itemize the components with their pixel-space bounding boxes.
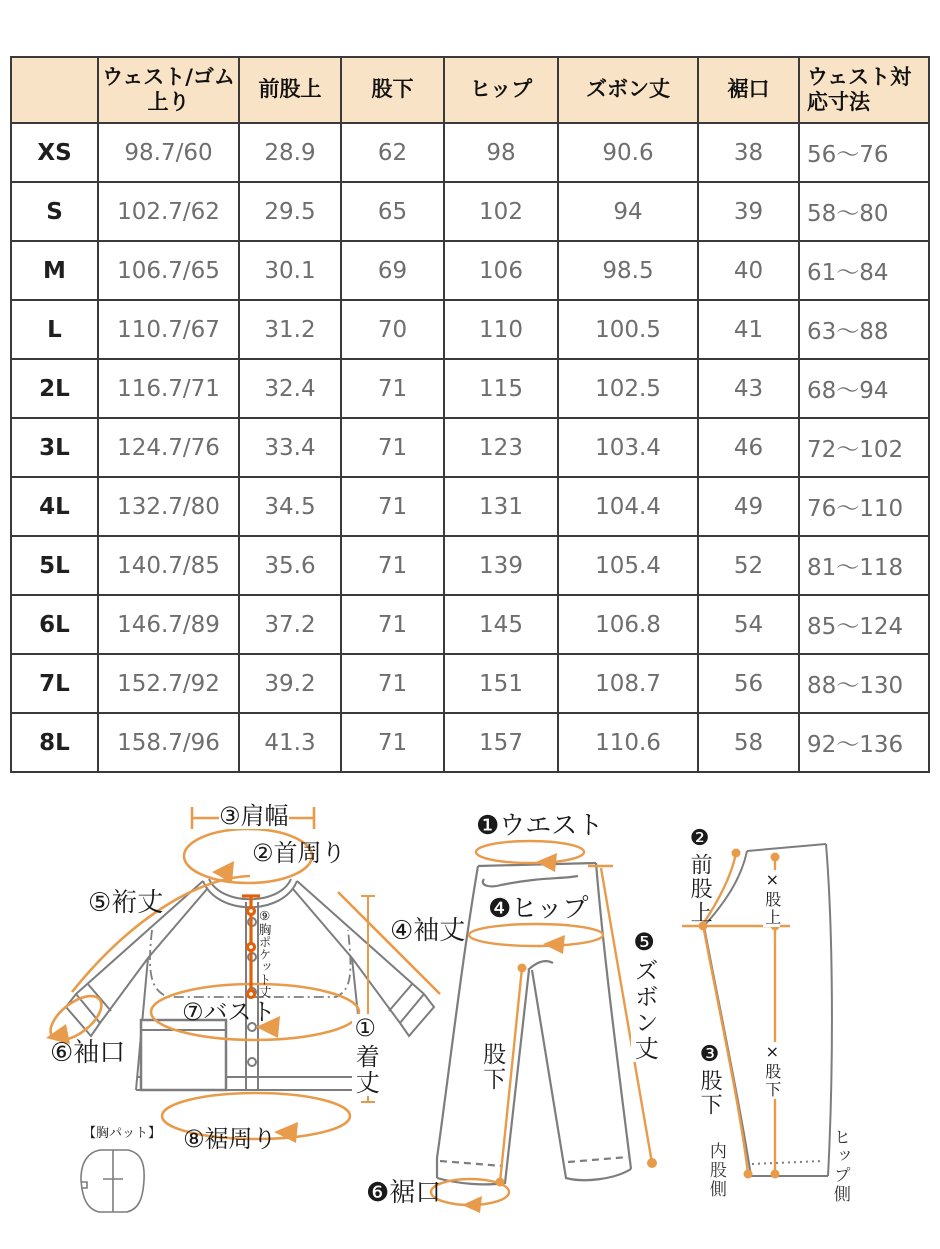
cell: 145 — [444, 595, 558, 654]
cell: 31.2 — [239, 300, 341, 359]
cell: 58〜80 — [799, 182, 929, 241]
cell: 98.7/60 — [98, 123, 239, 182]
table-row — [11, 654, 929, 713]
cell: 105.4 — [558, 536, 698, 595]
label-pants-waist: ❶ウエスト — [476, 811, 604, 841]
size-label: 2L — [11, 359, 98, 418]
cell: 94 — [558, 182, 698, 241]
label-shoulder-width: ③肩幅 — [219, 802, 289, 830]
cell: 123 — [444, 418, 558, 477]
size-label: 3L — [11, 418, 98, 477]
cell: 108.7 — [558, 654, 698, 713]
cell: 103.4 — [558, 418, 698, 477]
cell: 49 — [698, 477, 799, 536]
cell: 157 — [444, 713, 558, 772]
cell: 65 — [341, 182, 444, 241]
cell: 140.7/85 — [98, 536, 239, 595]
size-label: 6L — [11, 595, 98, 654]
cell: 56 — [698, 654, 799, 713]
cell: 61〜84 — [799, 241, 929, 300]
cell: 30.1 — [239, 241, 341, 300]
cell: 124.7/76 — [98, 418, 239, 477]
cell: 71 — [341, 536, 444, 595]
cell: 62 — [341, 123, 444, 182]
label-bust: ⑦バスト — [182, 998, 276, 1026]
label-pants-hip: ❹ヒップ — [488, 894, 589, 924]
cell: 139 — [444, 536, 558, 595]
table-row — [11, 241, 929, 300]
label-sleeve-length: ④袖丈 — [390, 916, 466, 946]
label-yuki-length: ⑤裄丈 — [88, 888, 164, 918]
label-chest-pad: 【胸パット】 — [83, 1126, 162, 1141]
cell: 102 — [444, 182, 558, 241]
label-side-rise-ref: ×股上 — [762, 870, 782, 927]
cell: 71 — [341, 418, 444, 477]
cell: 100.5 — [558, 300, 698, 359]
cell: 28.9 — [239, 123, 341, 182]
size-label: 4L — [11, 477, 98, 536]
size-label: M — [11, 241, 98, 300]
label-hem-around: ⑧裾周り — [183, 1125, 277, 1153]
cell: 43 — [698, 359, 799, 418]
cell: 37.2 — [239, 595, 341, 654]
cell: 68〜94 — [799, 359, 929, 418]
table-row — [11, 713, 929, 772]
cell: 33.4 — [239, 418, 341, 477]
cell: 58 — [698, 713, 799, 772]
cell: 72〜102 — [799, 418, 929, 477]
table-row — [11, 123, 929, 182]
size-label: L — [11, 300, 98, 359]
cell: 90.6 — [558, 123, 698, 182]
table-row — [11, 418, 929, 477]
cell: 106.7/65 — [98, 241, 239, 300]
table-row — [11, 300, 929, 359]
cell: 85〜124 — [799, 595, 929, 654]
table-row — [11, 182, 929, 241]
header-hip: ヒップ — [444, 57, 558, 123]
size-label: S — [11, 182, 98, 241]
size-label: 7L — [11, 654, 98, 713]
label-inner-thigh-side: 内股側 — [705, 1142, 726, 1199]
cell: 110.6 — [558, 713, 698, 772]
cell: 76〜110 — [799, 477, 929, 536]
cell: 158.7/96 — [98, 713, 239, 772]
cell: 71 — [341, 654, 444, 713]
cell: 104.4 — [558, 477, 698, 536]
cell: 41.3 — [239, 713, 341, 772]
table-header-row — [11, 57, 929, 123]
size-label: 8L — [11, 713, 98, 772]
cell: 98.5 — [558, 241, 698, 300]
label-pants-length: ❺ズボン丈 — [630, 928, 659, 1062]
label-side-inseam: ❸股下 — [697, 1042, 723, 1117]
measurement-diagram-art — [0, 780, 940, 1249]
label-hip-side: ヒップ側 — [829, 1128, 850, 1204]
header-hem: 裾口 — [698, 57, 799, 123]
size-spec-table — [10, 56, 930, 773]
cell: 56〜76 — [799, 123, 929, 182]
header-front-rise: 前股上 — [239, 57, 341, 123]
cell: 71 — [341, 477, 444, 536]
header-inseam: 股下 — [341, 57, 444, 123]
label-side-inseam-ref: ×股下 — [762, 1042, 782, 1099]
header-waist-elastic: ウェスト/ゴム上り — [98, 57, 239, 123]
cell: 131 — [444, 477, 558, 536]
label-chest-pocket-length: ⑨胸ポケット丈 — [257, 908, 273, 998]
cell: 110.7/67 — [98, 300, 239, 359]
cell: 102.5 — [558, 359, 698, 418]
cell: 39 — [698, 182, 799, 241]
cell: 69 — [341, 241, 444, 300]
cell: 63〜88 — [799, 300, 929, 359]
header-pants-length: ズボン丈 — [558, 57, 698, 123]
cell: 41 — [698, 300, 799, 359]
cell: 115 — [444, 359, 558, 418]
table-row — [11, 595, 929, 654]
cell: 102.7/62 — [98, 182, 239, 241]
measurement-diagram — [0, 780, 940, 1249]
cell: 116.7/71 — [98, 359, 239, 418]
cell: 71 — [341, 359, 444, 418]
cell: 40 — [698, 241, 799, 300]
cell: 132.7/80 — [98, 477, 239, 536]
label-neck-around: ②首周り — [252, 839, 346, 867]
cell: 46 — [698, 418, 799, 477]
cell: 88〜130 — [799, 654, 929, 713]
table-row — [11, 477, 929, 536]
label-pants-inseam: 股下 — [479, 1042, 506, 1092]
table-row — [11, 536, 929, 595]
cell: 106 — [444, 241, 558, 300]
cell: 54 — [698, 595, 799, 654]
size-label: XS — [11, 123, 98, 182]
cell: 35.6 — [239, 536, 341, 595]
cell: 92〜136 — [799, 713, 929, 772]
cell: 71 — [341, 595, 444, 654]
cell: 71 — [341, 713, 444, 772]
label-body-length: ①着丈 — [351, 1014, 380, 1096]
cell: 106.8 — [558, 595, 698, 654]
header-waist-range: ウェスト対応寸法 — [799, 57, 929, 123]
label-pants-hem: ❻裾口 — [366, 1178, 442, 1208]
cell: 34.5 — [239, 477, 341, 536]
cell: 70 — [341, 300, 444, 359]
cell: 32.4 — [239, 359, 341, 418]
cell: 52 — [698, 536, 799, 595]
cell: 151 — [444, 654, 558, 713]
label-cuff-opening: ⑥袖口 — [50, 1038, 126, 1068]
cell: 110 — [444, 300, 558, 359]
size-label: 5L — [11, 536, 98, 595]
label-side-front-rise: ❷前股上 — [687, 826, 713, 925]
cell: 152.7/92 — [98, 654, 239, 713]
cell: 81〜118 — [799, 536, 929, 595]
cell: 98 — [444, 123, 558, 182]
cell: 39.2 — [239, 654, 341, 713]
table-row — [11, 359, 929, 418]
cell: 29.5 — [239, 182, 341, 241]
cell: 146.7/89 — [98, 595, 239, 654]
cell: 38 — [698, 123, 799, 182]
header-blank — [11, 57, 98, 123]
